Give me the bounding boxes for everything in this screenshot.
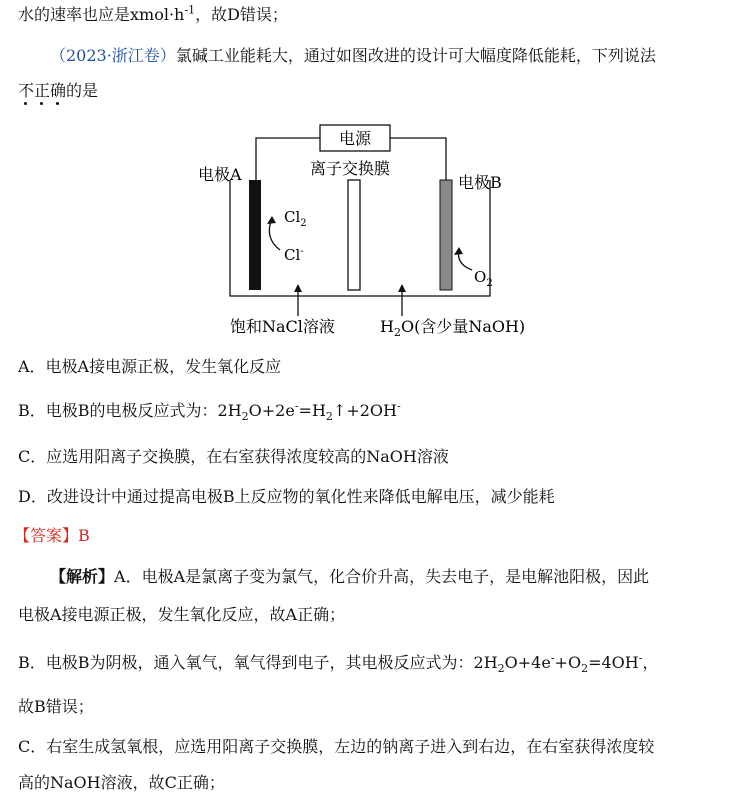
answer-line [14, 525, 90, 547]
answer-label: 【答案】 [14, 526, 79, 545]
electrode-a [249, 180, 261, 290]
analysis-line-4: 故B错误； [18, 697, 94, 716]
analysis-line-6: 高的NaOH溶液，故C正确； [18, 773, 225, 792]
question-line [50, 45, 656, 67]
analysis-line-3: B．电极B为阴极，通入氧气，氧气得到电子，其电极反应式为：$2H_2O+4e^-+O_2=4OH^-$， [18, 651, 659, 676]
electrode-a-label: 电极A [198, 165, 242, 184]
arrowhead [454, 247, 463, 255]
question-line-2 [18, 80, 98, 102]
analysis-line-1: 【解析】A．电极A是氯离子变为氯气，化合价升高，失去电子，是电解池阳极，因此 [50, 567, 650, 586]
o2-label: $O_2$ [474, 268, 493, 289]
membrane-label: 离子交换膜 [310, 159, 391, 178]
option-c: C．应选用阳离子交换膜，在右室获得浓度较高的NaOH溶液 [18, 447, 449, 466]
text: xmol·h [130, 5, 185, 24]
answer-value: B [78, 526, 90, 545]
analysis-line-2: 电极A接电源正极，发生氧化反应，故A正确； [18, 605, 346, 624]
ion-exchange-membrane [348, 180, 360, 290]
cl-minus-label: Cl- [284, 246, 304, 264]
analysis-label: 【解析】 [50, 567, 115, 586]
left-solution-label: 饱和NaCl溶液 [230, 317, 335, 336]
option-b: B．电极B的电极反应式为：$2H_2O+2e^-=H_2↑+2OH^-$ [18, 399, 401, 424]
wire-right [390, 138, 446, 180]
superscript: -1 [184, 3, 196, 17]
arrowhead [398, 284, 406, 292]
text: ，故D错误； [195, 5, 288, 24]
prev-answer-line [18, 4, 288, 26]
option-a: A．电极A接电源正极，发生氧化反应 [18, 357, 282, 376]
text: 水的速率也应是 [18, 5, 131, 24]
arrowhead [294, 284, 302, 292]
emphasis-text: 不正确 [18, 81, 66, 100]
question-source: （2023·浙江卷） [50, 46, 176, 65]
power-label: 电源 [338, 129, 372, 148]
arrowhead [267, 216, 276, 224]
question-text: 氯碱工业能耗大，通过如图改进的设计可大幅度降低能耗，下列说法 [175, 46, 656, 65]
cl2-label: $Cl_2$ [284, 208, 307, 229]
electrode-b-label: 电极B [458, 173, 502, 192]
right-solution-label: $H_2O$(含少量NaOH) [380, 317, 526, 339]
option-d: D．改进设计中通过提高电极B上反应物的氧化性来降低电解电压，减少能耗 [18, 487, 555, 506]
electrolysis-diagram [180, 118, 540, 340]
electrode-b [440, 180, 452, 290]
text: 的是 [66, 81, 99, 100]
analysis-line-5: C．右室生成氢氧根，应选用阳离子交换膜，左边的钠离子进入到右边，在右室获得浓度较 [18, 737, 655, 756]
